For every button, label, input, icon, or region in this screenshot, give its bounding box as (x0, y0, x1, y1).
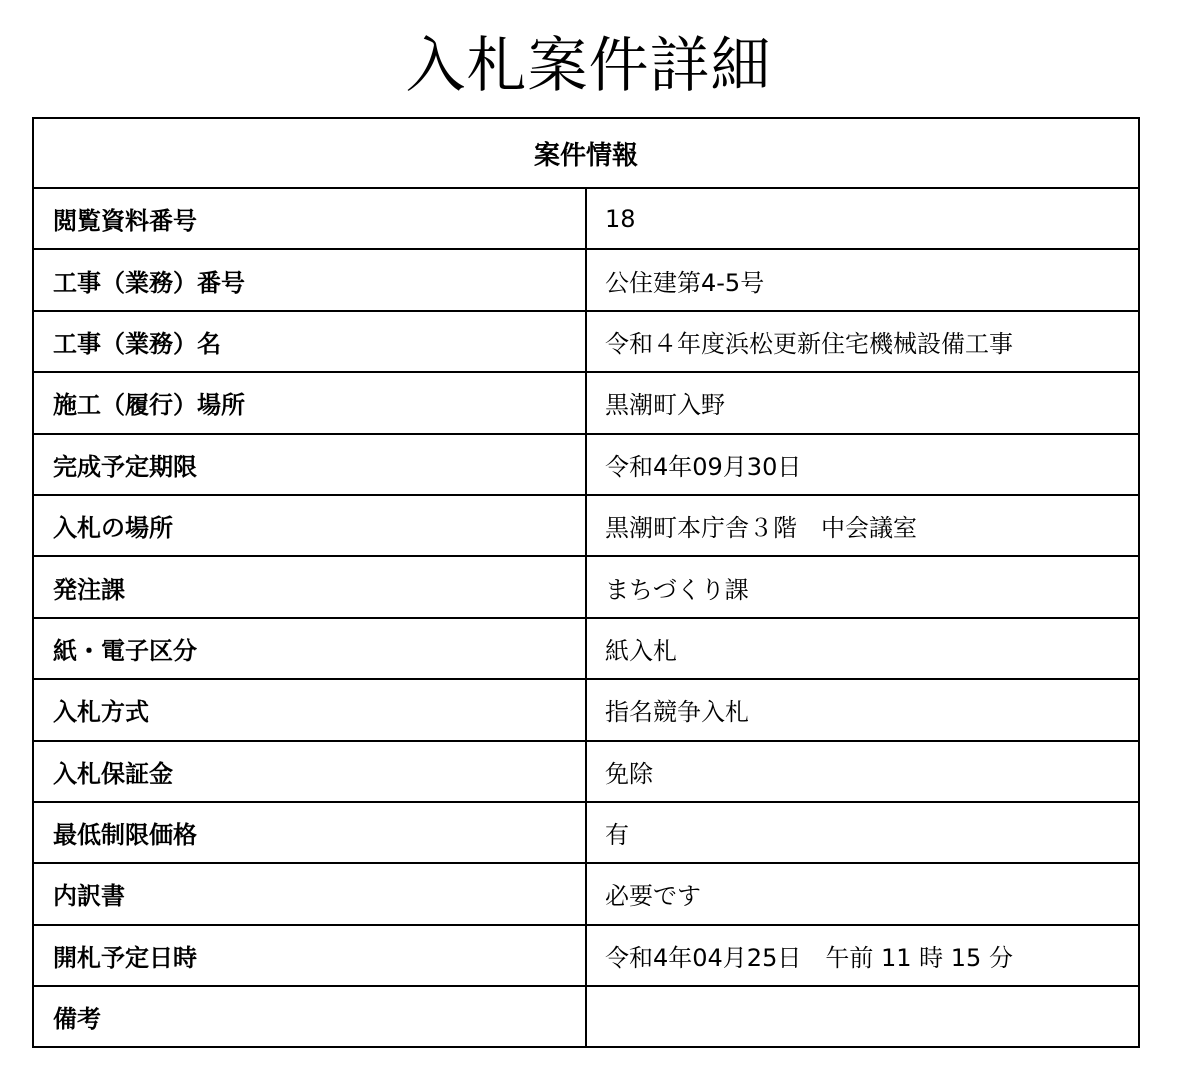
row-label: 発注課 (33, 556, 586, 617)
page-title: 入札案件詳細 (405, 31, 772, 101)
row-value: 18 (586, 188, 1139, 249)
row-label: 工事（業務）番号 (33, 249, 586, 310)
table-row (33, 495, 1139, 556)
row-value: 有 (586, 802, 1139, 863)
row-label: 工事（業務）名 (33, 311, 586, 372)
table-row (33, 372, 1139, 433)
row-value: 令和４年度浜松更新住宅機械設備工事 (586, 311, 1139, 372)
row-value: 指名競争入札 (586, 679, 1139, 740)
row-label: 開札予定日時 (33, 925, 586, 986)
row-label: 紙・電子区分 (33, 618, 586, 679)
row-value: 黒潮町本庁舎３階 中会議室 (586, 495, 1139, 556)
table-row (33, 802, 1139, 863)
row-label: 入札保証金 (33, 741, 586, 802)
case-info-table (32, 117, 1140, 1048)
table-header-row (33, 118, 1139, 188)
table-row (33, 741, 1139, 802)
row-label: 備考 (33, 986, 586, 1047)
table-row (33, 311, 1139, 372)
row-value: 令和4年09月30日 (586, 434, 1139, 495)
table-row (33, 434, 1139, 495)
row-label: 最低制限価格 (33, 802, 586, 863)
row-label: 入札の場所 (33, 495, 586, 556)
row-value: 令和4年04月25日 午前 11 時 15 分 (586, 925, 1139, 986)
table-row (33, 556, 1139, 617)
row-label: 完成予定期限 (33, 434, 586, 495)
row-value (586, 986, 1139, 1047)
row-value: 免除 (586, 741, 1139, 802)
table-row (33, 925, 1139, 986)
section-header: 案件情報 (33, 118, 1139, 188)
row-value: 黒潮町入野 (586, 372, 1139, 433)
row-value: 紙入札 (586, 618, 1139, 679)
row-value: 公住建第4-5号 (586, 249, 1139, 310)
table-row (33, 679, 1139, 740)
row-label: 入札方式 (33, 679, 586, 740)
table-row (33, 249, 1139, 310)
row-value: 必要です (586, 863, 1139, 924)
row-value: まちづくり課 (586, 556, 1139, 617)
table-row (33, 863, 1139, 924)
table-row (33, 618, 1139, 679)
row-label: 施工（履行）場所 (33, 372, 586, 433)
table-row (33, 188, 1139, 249)
table-row (33, 986, 1139, 1047)
row-label: 内訳書 (33, 863, 586, 924)
row-label: 閲覧資料番号 (33, 188, 586, 249)
